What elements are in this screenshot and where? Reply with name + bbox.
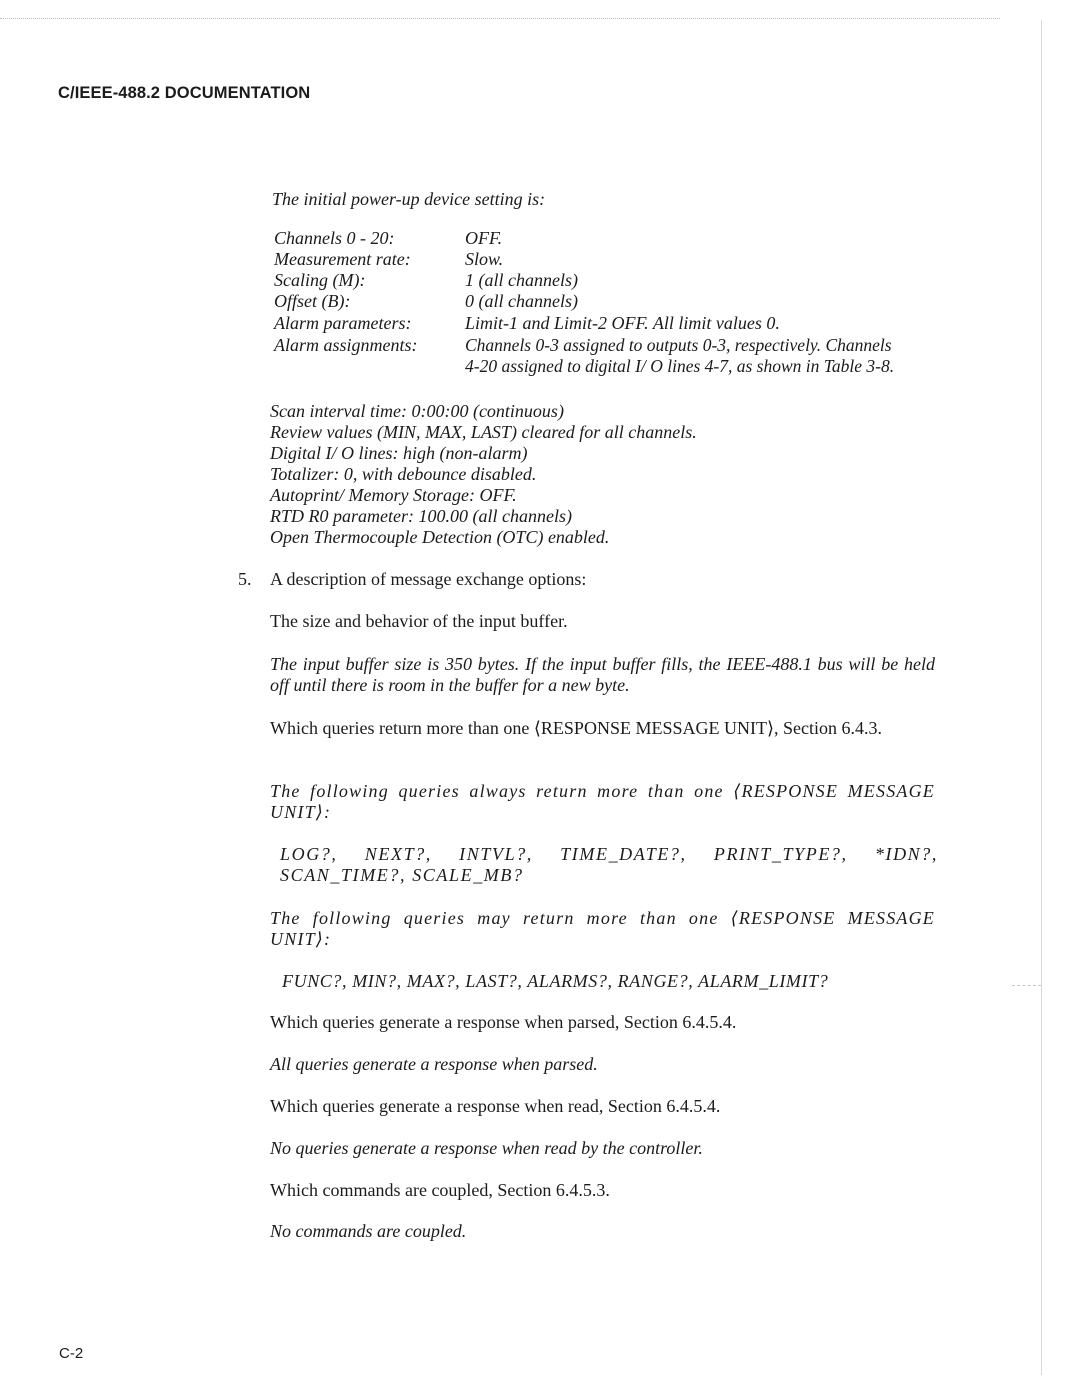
may-query-list: FUNC?, MIN?, MAX?, LAST?, ALARMS?, RANGE?, ALARM_LIMIT? bbox=[282, 971, 829, 991]
status-line: RTD R0 parameter: 100.00 (all channels) bbox=[270, 506, 572, 526]
status-line: Scan interval time: 0:00:00 (continuous) bbox=[270, 401, 564, 421]
coupled-question: Which commands are coupled, Section 6.4.5.3. bbox=[270, 1180, 610, 1200]
item-text: A description of message exchange options: bbox=[270, 569, 587, 589]
margin-mark bbox=[1012, 985, 1041, 986]
read-question: Which queries generate a response when read, Section 6.4.5.4. bbox=[270, 1096, 721, 1116]
setting-label: Alarm assignments: bbox=[274, 335, 418, 355]
settings-intro: The initial power-up device setting is: bbox=[272, 189, 546, 209]
setting-label: Scaling (M): bbox=[274, 270, 366, 290]
status-line: Autoprint/ Memory Storage: OFF. bbox=[270, 485, 517, 505]
status-line: Review values (MIN, MAX, LAST) cleared for all channels. bbox=[270, 422, 697, 442]
setting-value: 1 (all channels) bbox=[465, 270, 578, 290]
setting-label: Channels 0 - 20: bbox=[274, 228, 395, 248]
status-line: Open Thermocouple Detection (OTC) enabled. bbox=[270, 527, 610, 547]
setting-value: Limit-1 and Limit-2 OFF. All limit values 0. bbox=[465, 313, 780, 333]
setting-value: Slow. bbox=[465, 249, 504, 269]
always-intro: The following queries always return more than one ⟨RESPONSE MESSAGE UNIT⟩: bbox=[270, 781, 935, 822]
page-number: C-2 bbox=[59, 1345, 84, 1362]
item-number: 5. bbox=[238, 569, 252, 589]
setting-label: Alarm parameters: bbox=[274, 313, 412, 333]
top-rule bbox=[0, 18, 1000, 19]
coupled-answer: No commands are coupled. bbox=[270, 1221, 467, 1241]
right-margin-rule bbox=[1041, 20, 1042, 1375]
setting-value: 0 (all channels) bbox=[465, 291, 578, 311]
parsed-question: Which queries generate a response when parsed, Section 6.4.5.4. bbox=[270, 1012, 737, 1032]
may-intro: The following queries may return more than one ⟨RESPONSE MESSAGE UNIT⟩: bbox=[270, 908, 935, 949]
buffer-answer: The input buffer size is 350 bytes. If the input buffer fills, the IEEE-488.1 bus will be held off until there is room in the buffer for a new byte. bbox=[270, 654, 935, 695]
setting-value-continued: 4-20 assigned to digital I/ O lines 4-7, as shown in Table 3-8. bbox=[465, 356, 895, 376]
read-answer: No queries generate a response when read by the controller. bbox=[270, 1138, 703, 1158]
multi-response-question: Which queries return more than one ⟨RESPONSE MESSAGE UNIT⟩, Section 6.4.3. bbox=[270, 718, 882, 738]
setting-label: Measurement rate: bbox=[274, 249, 411, 269]
always-query-list: LOG?, NEXT?, INTVL?, TIME_DATE?, PRINT_TYPE?, *IDN?, SCAN_TIME?, SCALE_MB? bbox=[280, 844, 938, 885]
buffer-question: The size and behavior of the input buffer. bbox=[270, 611, 568, 631]
page-header: C/IEEE-488.2 DOCUMENTATION bbox=[58, 84, 311, 102]
setting-value: Channels 0-3 assigned to outputs 0-3, respectively. Channels bbox=[465, 335, 892, 355]
parsed-answer: All queries generate a response when parsed. bbox=[270, 1054, 598, 1074]
status-line: Totalizer: 0, with debounce disabled. bbox=[270, 464, 537, 484]
status-line: Digital I/ O lines: high (non-alarm) bbox=[270, 443, 528, 463]
setting-label: Offset (B): bbox=[274, 291, 351, 311]
setting-value: OFF. bbox=[465, 228, 503, 248]
